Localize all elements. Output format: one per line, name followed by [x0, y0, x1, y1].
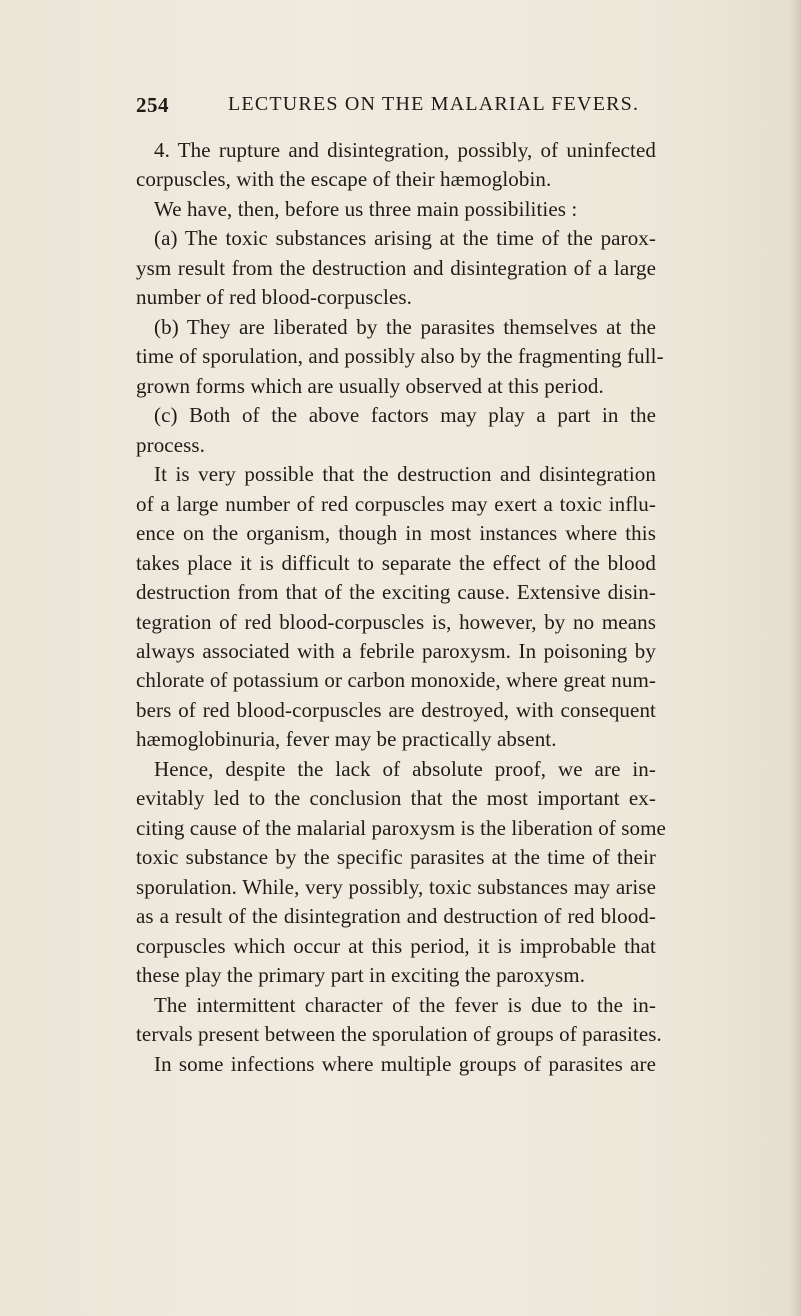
text-line: The intermittent character of the fever is due to the in-	[154, 992, 656, 1017]
text-line: these play the primary part in exciting the paroxysm.	[136, 963, 586, 988]
text-line: (b) They are liberated by the parasites themselves at the	[154, 314, 656, 339]
text-line: takes place it is difficult to separate the effect of the blood	[136, 550, 656, 575]
text-line: sporulation. While, very possibly, toxic substances may arise	[136, 874, 656, 899]
text-line: 4. The rupture and disintegration, possibly, of uninfected	[154, 138, 656, 162]
text-line: tegration of red blood-corpuscles is, however, by no means	[136, 609, 656, 634]
page-number: 254	[136, 93, 169, 117]
text-line: We have, then, before us three main possibilities :	[154, 196, 578, 221]
text-line: number of red blood-corpuscles.	[136, 285, 413, 310]
text-line: (a) The toxic substances arising at the time of the parox-	[154, 226, 656, 251]
text-line: bers of red blood-corpuscles are destroyed, with consequent	[136, 697, 656, 722]
text-line: tervals present between the sporulation of groups of parasites.	[136, 1022, 662, 1047]
text-line: In some infections where multiple groups of parasites are	[154, 1051, 656, 1076]
text-line: hæmoglobinuria, fever may be practically absent.	[136, 727, 557, 752]
text-line: destruction from that of the exciting cause. Extensive disin-	[136, 580, 656, 605]
text-line: chlorate of potassium or carbon monoxide, where great num-	[136, 668, 656, 693]
running-title: LECTURES ON THE MALARIAL FEVERS.	[228, 93, 640, 115]
text-line: citing cause of the malarial paroxysm is the liberation of some	[136, 815, 666, 840]
text-line: corpuscles which occur at this period, it is improbable that	[136, 933, 656, 958]
text-line: toxic substance by the specific parasites at the time of their	[136, 845, 656, 870]
text-line: It is very possible that the destruction and disintegration	[154, 462, 656, 487]
text-line: (c) Both of the above factors may play a part in the	[154, 403, 656, 428]
page-header	[136, 93, 656, 123]
text-line: evitably led to the conclusion that the most important ex-	[136, 786, 656, 811]
text-line: always associated with a febrile paroxysm. In poisoning by	[136, 638, 656, 663]
text-line: Hence, despite the lack of absolute proof, we are in-	[154, 756, 656, 781]
text-line: grown forms which are usually observed at this period.	[136, 373, 604, 398]
text-line: process.	[136, 432, 206, 457]
text-line: of a large number of red corpuscles may exert a toxic influ-	[136, 491, 656, 516]
body-text	[136, 136, 666, 1079]
text-line: time of sporulation, and possibly also by the fragmenting full-	[136, 344, 664, 369]
text-line: ysm result from the destruction and disintegration of a large	[136, 255, 656, 280]
text-line: ence on the organism, though in most instances where this	[136, 521, 656, 546]
text-line: corpuscles, with the escape of their hæmoglobin.	[136, 167, 552, 192]
text-line: as a result of the disintegration and destruction of red blood-	[136, 904, 656, 929]
page-edge-shadow	[789, 0, 801, 1316]
